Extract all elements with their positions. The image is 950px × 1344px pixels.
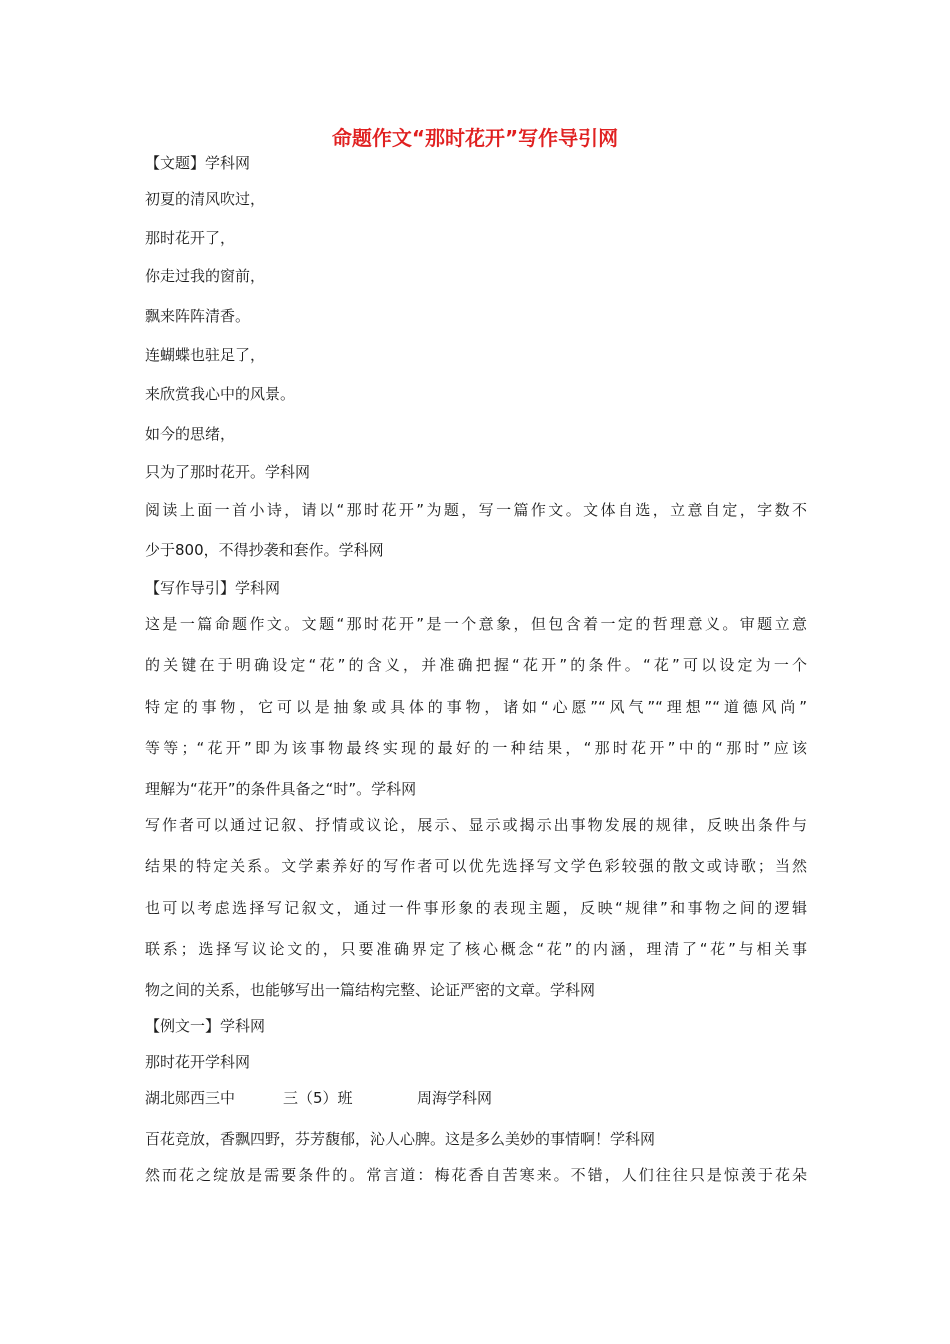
- guide-paragraph-line: 的关键在于明确设定“花”的含义，并准确把握“花开”的条件。“花”可以设定为一个: [145, 656, 807, 674]
- guide-paragraph-line: 联系；选择写议论文的，只要准确界定了核心概念“花”的内涵，理清了“花”与相关事: [145, 940, 807, 958]
- poem-line: 连蝴蝶也驻足了，: [145, 346, 266, 364]
- poem-line: 你走过我的窗前，: [145, 267, 266, 285]
- author-name: 周海学科网: [417, 1089, 493, 1107]
- topic-heading: 【文题】学科网: [145, 154, 251, 172]
- poem-line: 来欣赏我心中的风景。: [145, 385, 296, 403]
- author-school: 湖北郧西三中: [145, 1089, 236, 1107]
- example-title: 那时花开学科网: [145, 1053, 251, 1071]
- guide-paragraph-line: 理解为“花开”的条件具备之“时”。学科网: [145, 780, 417, 798]
- example-body-line: 百花竞放，香飘四野，芬芳馥郁，沁人心脾。这是多么美妙的事情啊！学科网: [145, 1130, 656, 1148]
- prompt-line: 阅读上面一首小诗，请以“那时花开”为题，写一篇作文。文体自选，立意自定，字数不: [145, 501, 807, 519]
- poem-line: 如今的思绪，: [145, 425, 236, 443]
- guide-paragraph-line: 特定的事物，它可以是抽象或具体的事物，诸如“心愿”“风气”“理想”“道德风尚”: [145, 698, 807, 716]
- guide-paragraph-line: 物之间的关系，也能够写出一篇结构完整、论证严密的文章。学科网: [145, 981, 596, 999]
- guide-paragraph-line: 也可以考虑选择写记叙文，通过一件事形象的表现主题，反映“规律”和事物之间的逻辑: [145, 899, 807, 917]
- example-body-line: 然而花之绽放是需要条件的。常言道：梅花香自苦寒来。不错，人们往往只是惊羡于花朵: [145, 1166, 807, 1184]
- document-title: 命题作文“那时花开”写作导引网: [331, 126, 619, 150]
- guide-paragraph-line: 结果的特定关系。文学素养好的写作者可以优先选择写文学色彩较强的散文或诗歌；当然: [145, 857, 807, 875]
- poem-line: 那时花开了，: [145, 229, 236, 247]
- guide-heading: 【写作导引】学科网: [145, 579, 281, 597]
- example-heading: 【例文一】学科网: [145, 1017, 266, 1035]
- prompt-line: 少于800，不得抄袭和套作。学科网: [145, 541, 384, 559]
- guide-paragraph-line: 等等；“花开”即为该事物最终实现的最好的一种结果，“那时花开”中的“那时”应该: [145, 739, 807, 757]
- guide-paragraph-line: 写作者可以通过记叙、抒情或议论，展示、显示或揭示出事物发展的规律，反映出条件与: [145, 816, 807, 834]
- poem-line: 只为了那时花开。学科网: [145, 463, 311, 481]
- guide-paragraph-line: 这是一篇命题作文。文题“那时花开”是一个意象，但包含着一定的哲理意义。审题立意: [145, 615, 807, 633]
- poem-line: 飘来阵阵清香。: [145, 307, 251, 325]
- example-author-line: [145, 1088, 807, 1108]
- author-class: 三（5）班: [283, 1089, 353, 1107]
- poem-line: 初夏的清风吹过，: [145, 190, 266, 208]
